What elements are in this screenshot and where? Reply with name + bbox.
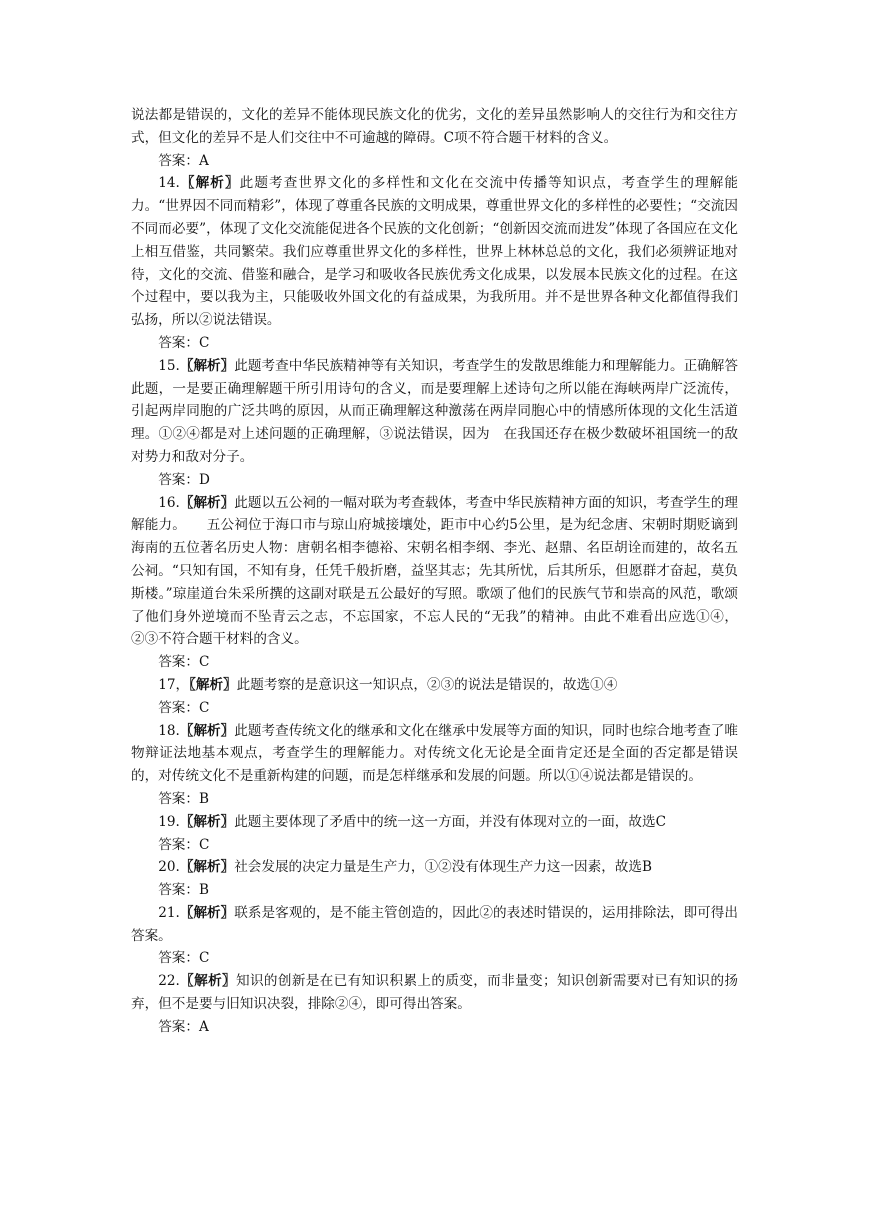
analysis-tag: 〖解析〗 [179, 722, 235, 739]
question-number: 14. [158, 175, 180, 192]
explanation-text: 此题考查传统文化的继承和文化在继承中发展等方面的知识，同时也综合地考查了唯物辩证法地基本观点，考查学生的理解能力。对传统文化无论是全面肯定还是全面的否定都是错误的，对传统文化不是重新构建的问题，而是怎样继承和发展的问题。所以①④说法都是错误的。 [131, 722, 739, 785]
explanation-text: 知识的创新是在已有知识积累上的质变，而非量变；知识创新需要对已有知识的扬弃，但不是要与旧知识决裂，排除②④，即可得出答案。 [131, 973, 739, 1013]
question-number: 20. [158, 859, 180, 876]
analysis-tag: 〖解析〗 [189, 676, 237, 693]
analysis-tag: 〖解析〗 [179, 973, 236, 990]
analysis-tag: 〖解析〗 [179, 904, 235, 921]
answer-line: 答案：B [158, 882, 209, 899]
explanation-14 [131, 172, 738, 332]
answer-line: 答案：C [158, 699, 210, 716]
answer-line: 答案：B [158, 790, 209, 807]
question-number: 19. [158, 813, 180, 830]
analysis-tag: 〖解析〗 [179, 859, 235, 876]
paragraph-continued: 说法都是错误的，文化的差异不能体现民族文化的优劣，文化的差异虽然影响人的交往行为和交往方式，但文化的差异不是人们交往中不可逾越的障碍。C项不符合题干材料的含义。 [131, 107, 738, 146]
explanation-text: 此题主要体现了矛盾中的统一这一方面，并没有体现对立的一面，故选C [234, 813, 666, 830]
explanation-text: 此题考查中华民族精神等有关知识，考查学生的发散思维能力和理解能力。正确解答此题，一是要正确理解题干所引用诗句的含义，而是要理解上述诗句之所以能在海峡两岸广泛流传，引起两岸同胞的广泛共鸣的原因，从而正确理解这种激荡在两岸同胞心中的情感所体现的文化生活道理。①②④都是对上述问题的正确理解，③说法错误，因为 在我国还存在极少数破坏祖国统一的敌对势力和敌对分子。 [131, 357, 739, 465]
answer-line: 答案：C [158, 950, 210, 967]
question-number: 17， [158, 676, 190, 693]
explanation-17 [131, 674, 738, 697]
explanation-19 [131, 811, 738, 834]
analysis-tag: 〖解析〗 [179, 494, 235, 511]
explanation-22 [131, 970, 738, 1016]
answer-line: 答案：C [158, 836, 210, 853]
question-number: 15. [158, 357, 180, 374]
question-number: 21. [158, 904, 180, 921]
question-number: 22. [158, 973, 180, 990]
explanation-20 [131, 856, 738, 879]
explanation-text: 此题以五公祠的一幅对联为考查载体，考查中华民族精神方面的知识，考查学生的理解能力。 五公祠位于海口市与琼山府城接壤处，距市中心约5公里，是为纪念唐、宋朝时期贬谪到海南的五位著名历史人物：唐朝名相李德裕、宋朝名相李纲、李光、赵鼎、名臣胡诠而建的，故名五公祠。“只知有国，不知有身，任凭千般折磨，益坚其志；先其所忧，后其所乐，但愿群才奋起，莫负斯楼。”琼崖道台朱采所撰的这副对联是五公最好的写照。歌颂了他们的民族气节和崇高的风范，歌颂了他们身外逆境而不坠青云之志，不忘国家，不忘人民的“无我”的精神。由此不难看出应选①④，②③不符合题干材料的含义。 [131, 494, 739, 648]
explanation-text: 社会发展的决定力量是生产力，①②没有体现生产力这一因素，故选B [234, 859, 652, 876]
explanation-text: 此题考察的是意识这一知识点，②③的说法是错误的，故选①④ [236, 676, 618, 693]
explanation-text: 联系是客观的，是不能主管创造的，因此②的表述时错误的，运用排除法，即可得出答案。 [131, 904, 739, 944]
explanation-21 [131, 902, 738, 948]
analysis-tag: 〖解析〗 [179, 813, 235, 830]
answer-line: 答案：D [158, 471, 210, 488]
explanation-16 [131, 492, 738, 652]
question-number: 18. [158, 722, 180, 739]
explanation-15 [131, 355, 738, 469]
explanation-text: 此题考查世界文化的多样性和文化在交流中传播等知识点，考查学生的理解能力。“世界因不同而精彩”，体现了尊重各民族的文明成果，尊重世界文化的多样性的必要性；“交流因不同而必要”，体现了文化交流能促进各个民族的文化创新；“创新因交流而进发”体现了各国应在文化上相互借鉴，共同繁荣。我们应尊重世界文化的多样性，世界上林林总总的文化，我们必须辨证地对待，文化的交流、借鉴和融合，是学习和吸收各民族优秀文化成果，以发展本民族文化的过程。在这个过程中，要以我为主，只能吸收外国文化的有益成果，为我所用。并不是世界各种文化都值得我们弘扬，所以②说法错误。 [131, 175, 739, 329]
answer-line: 答案：A [158, 1018, 209, 1035]
answer-line: 答案：C [158, 654, 210, 671]
answer-line: 答案：C [158, 334, 210, 351]
explanation-18 [131, 720, 738, 788]
analysis-tag: 〖解析〗 [179, 357, 235, 374]
question-number: 16. [158, 494, 180, 511]
analysis-tag: 〖解析〗 [179, 175, 240, 192]
answer-line: 答案：A [158, 152, 209, 169]
